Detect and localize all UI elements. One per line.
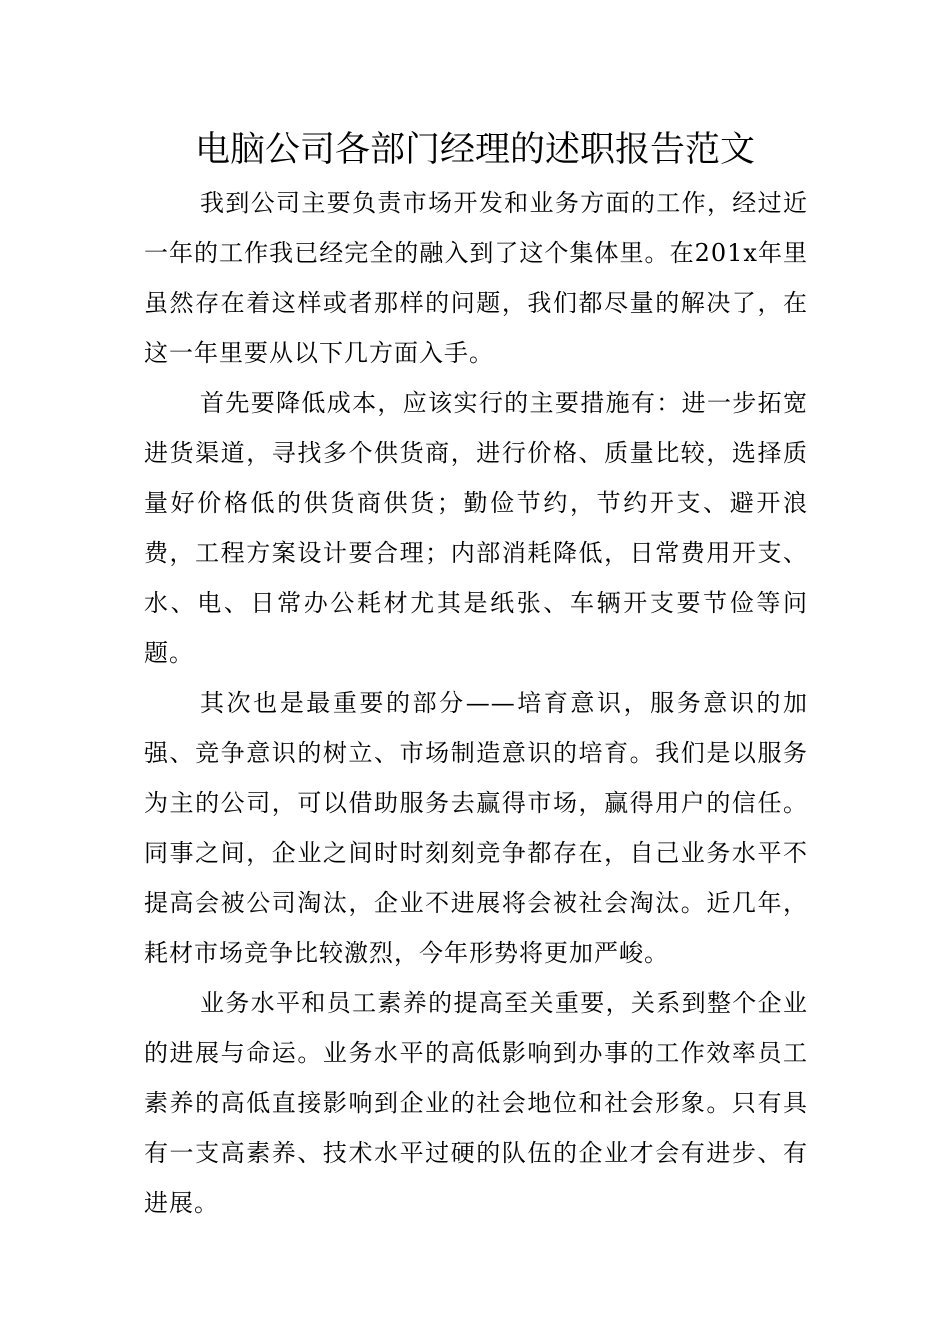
paragraph-1: 我到公司主要负责市场开发和业务方面的工作，经过近一年的工作我已经完全的融入到了这个集体里。在201x年里虽然存在着这样或者那样的问题，我们都尽量的解决了，在这一年里要从以下几方面入手。 [144,189,808,367]
paragraph-4: 业务水平和员工素养的提高至关重要，关系到整个企业的进展与命运。业务水平的高低影响到办事的工作效率员工素养的高低直接影响到企业的社会地位和社会形象。只有具有一支高素养、技术水平过硬的队伍的企业才会有进步、有进展。 [144,989,808,1217]
document-body [144,178,808,1228]
paragraph-3: 其次也是最重要的部分——培育意识，服务意识的加强、竞争意识的树立、市场制造意识的培育。我们是以服务为主的公司，可以借助服务去赢得市场，赢得用户的信任。同事之间，企业之间时时刻刻竞争都存在，自己业务水平不提高会被公司淘汰，企业不进展将会被社会淘汰。近几年，耗材市场竞争比较激烈，今年形势将更加严峻。 [144,689,808,967]
document-title: 电脑公司各部门经理的述职报告范文 [194,130,755,170]
paragraph-2: 首先要降低成本，应该实行的主要措施有：进一步拓宽进货渠道，寻找多个供货商，进行价格、质量比较，选择质量好价格低的供货商供货；勤俭节约，节约开支、避开浪费，工程方案设计要合理；内部消耗降低，日常费用开支、水、电、日常办公耗材尤其是纸张、车辆开支要节俭等问题。 [144,389,808,667]
